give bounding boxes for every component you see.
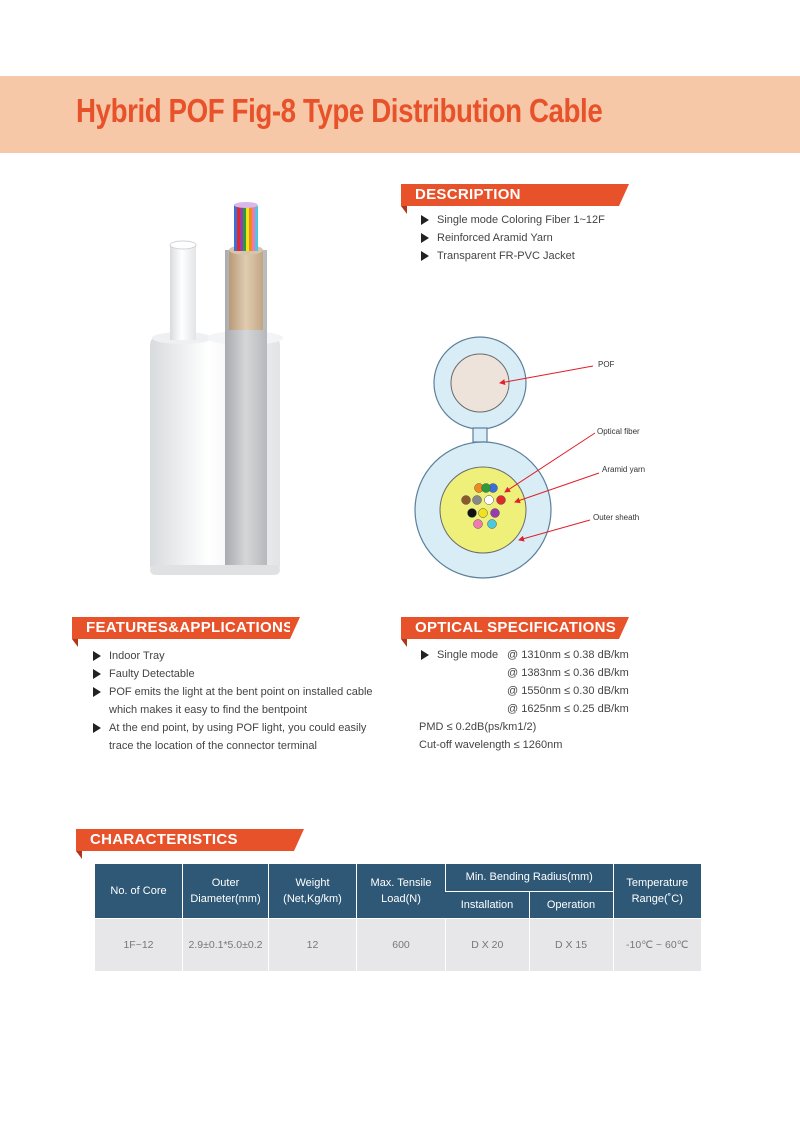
list-item: Reinforced Aramid Yarn [419, 229, 749, 247]
label-pof: POF [598, 360, 615, 369]
spec-row [419, 664, 629, 682]
heading-fold [401, 206, 407, 214]
fiber-dot [479, 509, 488, 518]
spec-value: @ 1383nm ≤ 0.36 dB/km [507, 667, 629, 679]
cable-illustration [145, 195, 295, 585]
list-item: POF emits the light at the bent point on installed cable which makes it easy to find the bentpoint [91, 683, 391, 719]
spec-value: @ 1550nm ≤ 0.30 dB/km [507, 685, 629, 697]
bullet-arrow-icon [421, 215, 429, 225]
cell-core: 1F~12 [95, 918, 183, 971]
fiber-dot [491, 509, 500, 518]
header-outer-diameter: Outer Diameter(mm) [183, 864, 269, 918]
label-optical-fiber: Optical fiber [597, 427, 640, 436]
bullet-arrow-icon [421, 233, 429, 243]
bullet-arrow-icon [93, 669, 101, 679]
cell-temperature: -10℃ ~ 60℃ [613, 918, 701, 971]
cell-tensile: 600 [357, 918, 446, 971]
list-item: Single mode Coloring Fiber 1~12F [419, 211, 749, 229]
bullet-arrow-icon [93, 651, 101, 661]
bullet-arrow-icon [421, 650, 429, 660]
optical-specs [419, 646, 629, 754]
features-list [91, 647, 391, 755]
header-core: No. of Core [95, 864, 183, 918]
label-outer-sheath: Outer sheath [593, 513, 640, 522]
fiber-dot [462, 496, 471, 505]
bullet-arrow-icon [421, 251, 429, 261]
heading-fold [72, 639, 78, 647]
header-bending-radius: Min. Bending Radius(mm) [446, 864, 614, 891]
list-item: Transparent FR-PVC Jacket [419, 247, 749, 265]
cutoff-row: Cut-off wavelength ≤ 1260nm [419, 739, 563, 751]
heading-fold [401, 639, 407, 647]
table-row [95, 918, 701, 971]
spec-row [419, 682, 629, 700]
header-tensile: Max. Tensile Load(N) [357, 864, 446, 918]
cell-operation: D X 15 [529, 918, 613, 971]
spec-value: @ 1310nm ≤ 0.38 dB/km [507, 649, 629, 661]
fiber-dot [473, 496, 482, 505]
header-operation: Operation [529, 891, 613, 918]
optical-heading: OPTICAL SPECIFICATIONS [401, 617, 619, 639]
spec-value: @ 1625nm ≤ 0.25 dB/km [507, 703, 629, 715]
characteristics-table [95, 864, 701, 971]
features-heading: FEATURES&APPLICATIONS [72, 617, 290, 639]
header-installation: Installation [446, 891, 530, 918]
list-item: At the end point, by using POF light, you could easily trace the location of the connector terminal [91, 719, 391, 755]
list-item: Indoor Tray [91, 647, 391, 665]
label-aramid-yarn: Aramid yarn [602, 465, 646, 474]
list-item: Faulty Detectable [91, 665, 391, 683]
description-heading: DESCRIPTION [401, 184, 619, 206]
bullet-arrow-icon [93, 687, 101, 697]
heading-fold [76, 851, 82, 859]
cell-installation: D X 20 [446, 918, 530, 971]
spec-row [419, 646, 629, 664]
fiber-dot [488, 520, 497, 529]
pmd-row: PMD ≤ 0.2dB(ps/km1/2) [419, 721, 537, 733]
fiber-dot [497, 496, 506, 505]
cell-outer-diameter: 2.9±0.1*5.0±0.2 [183, 918, 269, 971]
description-list [419, 211, 749, 265]
fiber-dot [468, 509, 477, 518]
fiber-dot [474, 520, 483, 529]
mode-label: Single mode [437, 649, 499, 661]
fiber-dot [482, 484, 491, 493]
cross-section-diagram [405, 330, 705, 585]
cell-weight: 12 [269, 918, 357, 971]
page-title: Hybrid POF Fig-8 Type Distribution Cable [76, 92, 603, 129]
header-weight: Weight (Net,Kg/km) [269, 864, 357, 918]
header-temperature: Temperature Range(˚C) [613, 864, 701, 918]
spec-row [419, 700, 629, 718]
characteristics-heading: CHARACTERISTICS [76, 829, 294, 851]
fiber-dot [485, 496, 494, 505]
bullet-arrow-icon [93, 723, 101, 733]
